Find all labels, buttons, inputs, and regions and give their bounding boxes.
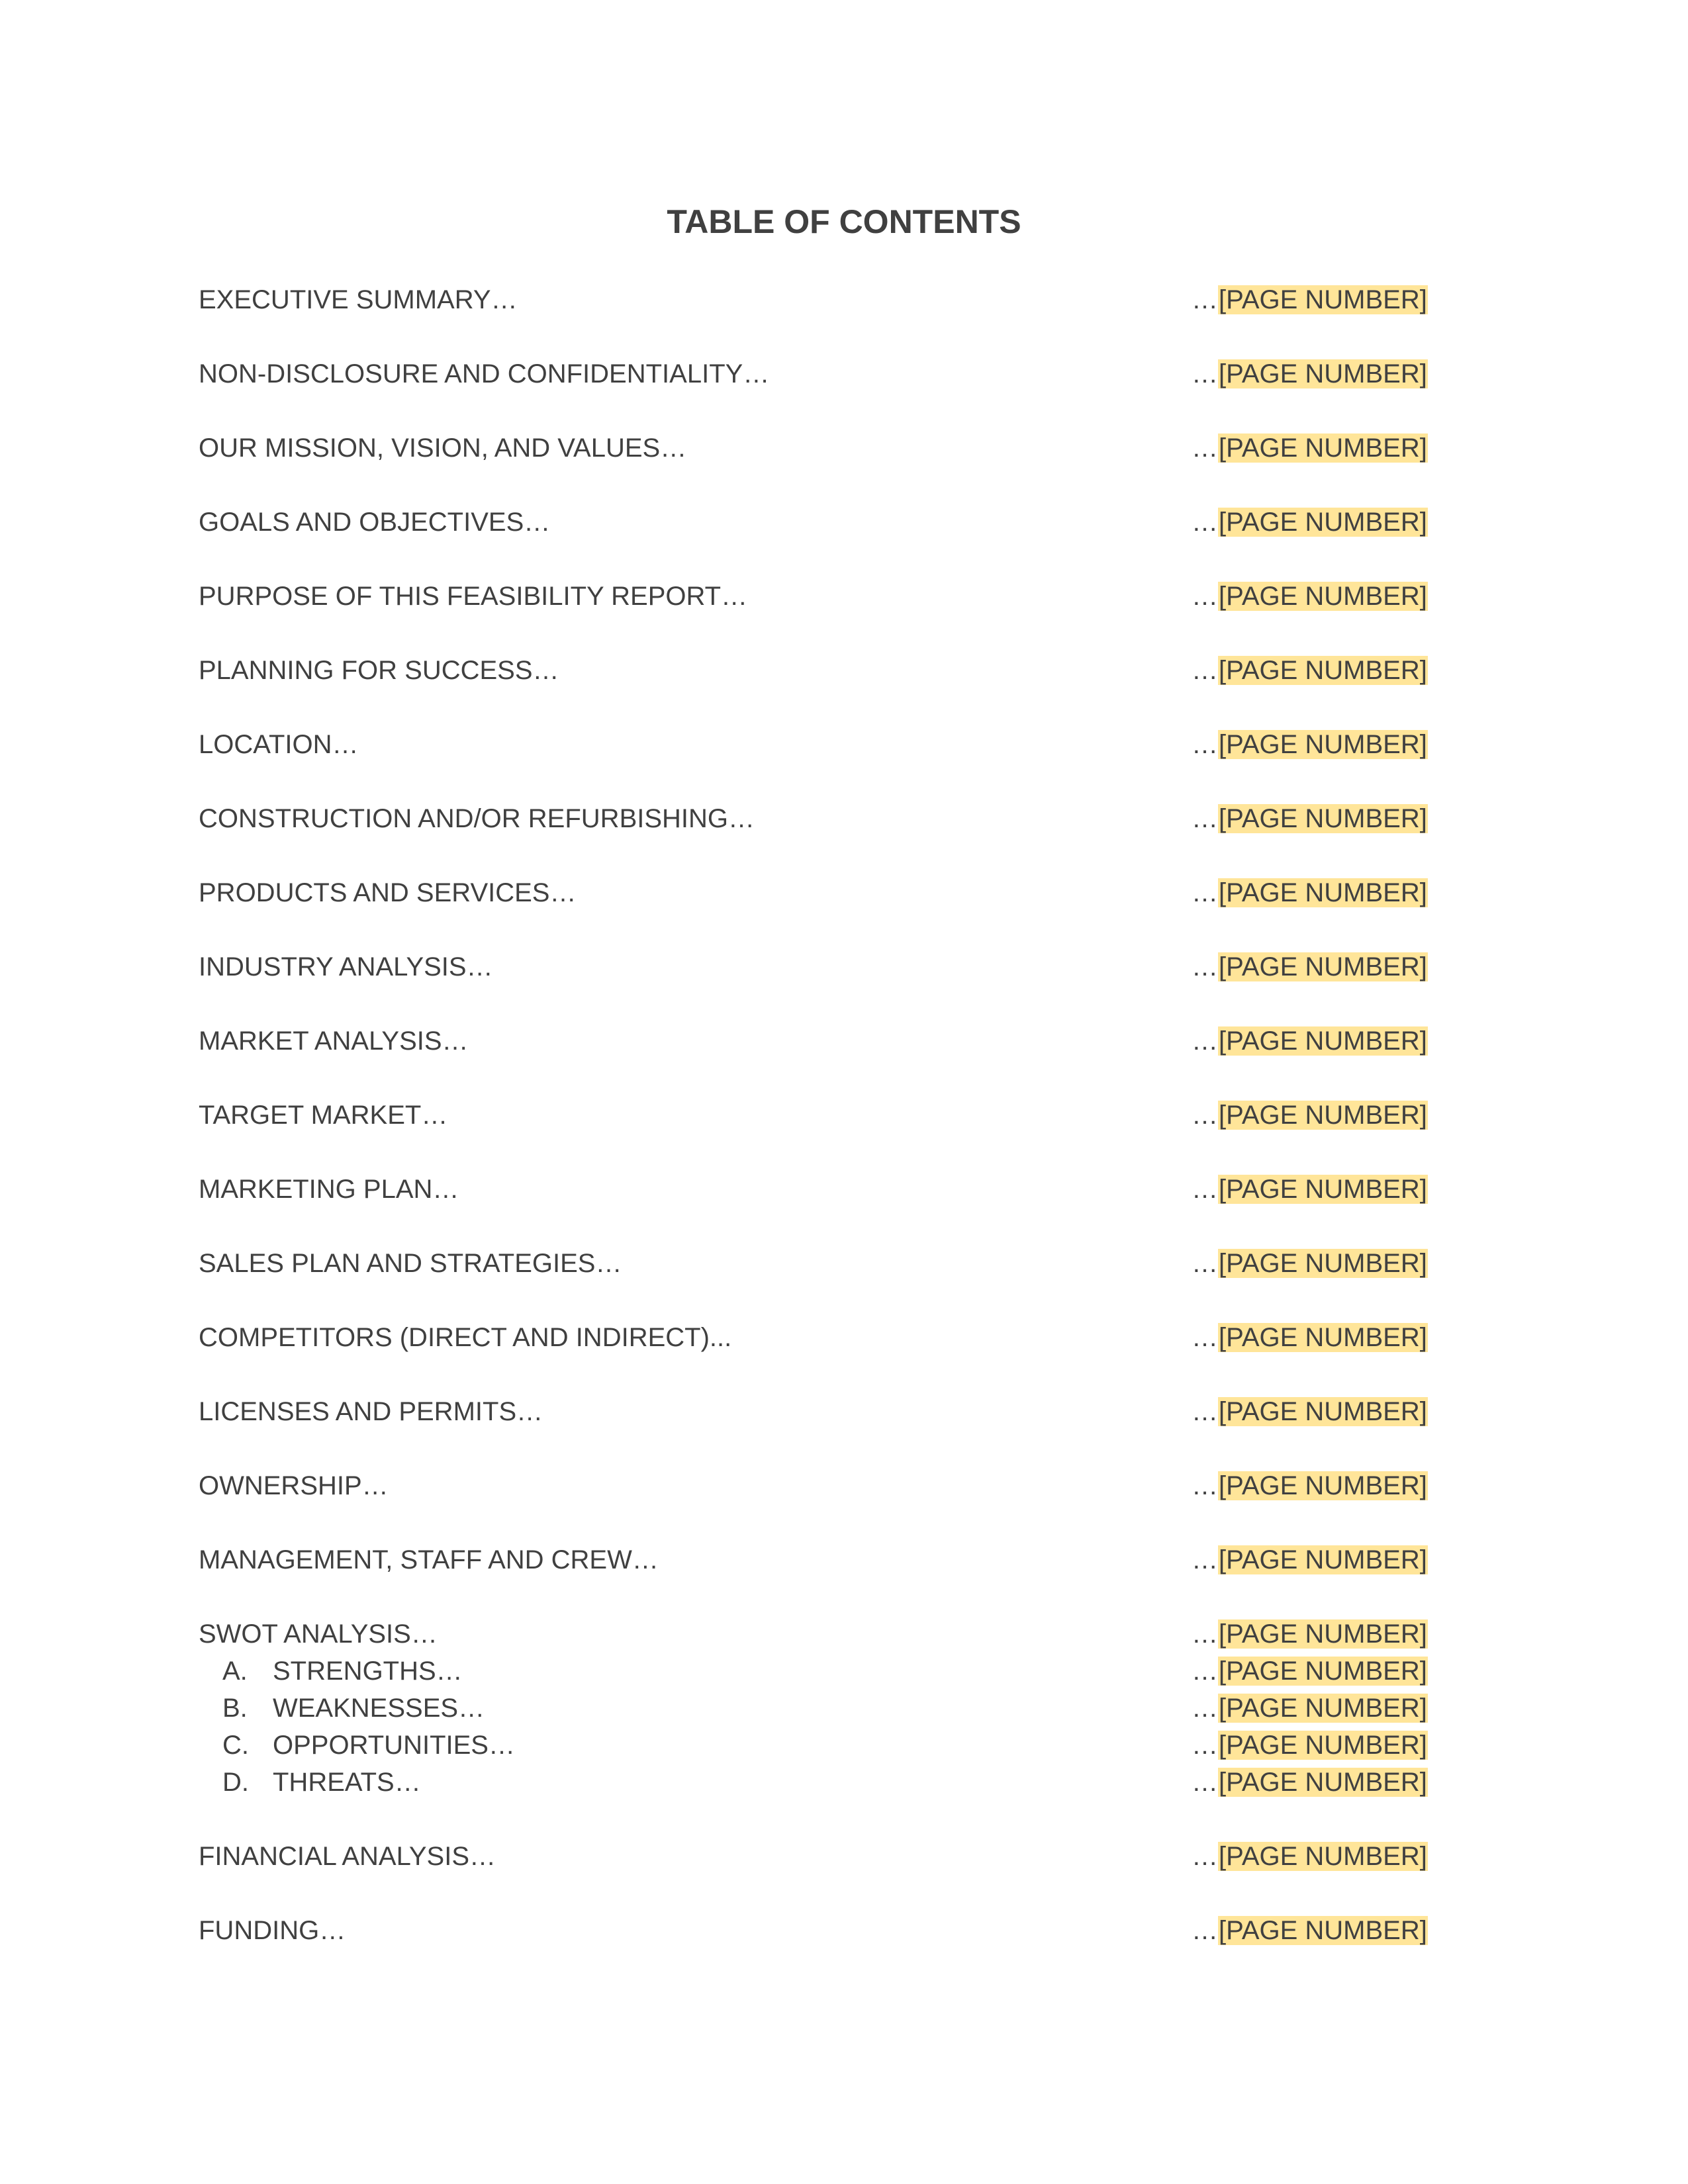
toc-entry-management	[199, 1541, 1427, 1579]
toc-leader-dots: …	[1192, 1545, 1218, 1574]
page-title: TABLE OF CONTENTS	[667, 203, 1021, 240]
page-number-placeholder: [PAGE NUMBER]	[1219, 1657, 1427, 1686]
page-number-placeholder: [PAGE NUMBER]	[1219, 1471, 1427, 1500]
toc-page-ref	[1192, 1763, 1428, 1801]
toc-page-ref	[1192, 503, 1428, 541]
toc-page-ref	[1192, 1318, 1428, 1357]
toc-leader-dots: …	[1192, 359, 1218, 388]
toc-entry-funding	[199, 1911, 1427, 1950]
toc-page-ref	[1192, 1837, 1428, 1876]
page-number-placeholder: [PAGE NUMBER]	[1219, 1916, 1427, 1945]
page-number-placeholder: [PAGE NUMBER]	[1219, 1101, 1427, 1130]
page-number-placeholder: [PAGE NUMBER]	[1219, 804, 1427, 833]
toc-entry-label: OWNERSHIP…	[199, 1471, 389, 1500]
toc-entry-label: OPPORTUNITIES…	[273, 1731, 515, 1760]
toc-leader-dots: …	[1192, 1916, 1218, 1945]
toc-leader-dots: …	[1192, 1101, 1218, 1130]
page-number-placeholder: [PAGE NUMBER]	[1219, 1694, 1427, 1723]
page-number-placeholder: [PAGE NUMBER]	[1219, 1731, 1427, 1760]
toc-page-ref	[1192, 1244, 1428, 1283]
toc-leader-dots: …	[1192, 433, 1218, 463]
page-number-placeholder: [PAGE NUMBER]	[1219, 878, 1427, 907]
toc-subentry-weaknesses	[199, 1689, 1427, 1727]
toc-entry-label: OUR MISSION, VISION, AND VALUES…	[199, 433, 687, 463]
toc-page-ref	[1192, 1541, 1428, 1579]
toc-entry-label: PLANNING FOR SUCCESS…	[199, 656, 559, 685]
toc-leader-dots: …	[1192, 878, 1218, 907]
toc-leader-dots: …	[1192, 1619, 1218, 1649]
toc-entry-purpose	[199, 577, 1427, 615]
toc-entry-label: STRENGTHS…	[273, 1657, 463, 1686]
toc-page-ref	[1192, 355, 1428, 393]
page-number-placeholder: [PAGE NUMBER]	[1219, 285, 1427, 314]
page-number-placeholder: [PAGE NUMBER]	[1219, 1249, 1427, 1278]
toc-page-ref	[1192, 281, 1428, 319]
page-number-placeholder: [PAGE NUMBER]	[1219, 1545, 1427, 1574]
toc-entry-label: MARKETING PLAN…	[199, 1175, 459, 1204]
toc-entry-label: LOCATION…	[199, 730, 359, 759]
toc-subentry-letter: B.	[222, 1694, 248, 1723]
toc-page-ref	[1192, 1726, 1428, 1764]
toc-entry-goals	[199, 503, 1427, 541]
toc-entry-mission	[199, 429, 1427, 467]
toc-entry-products	[199, 874, 1427, 912]
page-number-placeholder: [PAGE NUMBER]	[1219, 730, 1427, 759]
page-number-placeholder: [PAGE NUMBER]	[1219, 1323, 1427, 1352]
toc-page-ref	[1192, 1911, 1428, 1950]
toc-leader-dots: …	[1192, 1471, 1218, 1500]
toc-subentry-opportunities	[199, 1726, 1427, 1764]
toc-entry-market-analysis	[199, 1022, 1427, 1060]
page-number-placeholder: [PAGE NUMBER]	[1219, 1026, 1427, 1056]
toc-leader-dots: …	[1192, 1842, 1218, 1871]
toc-entry-label: MANAGEMENT, STAFF AND CREW…	[199, 1545, 659, 1574]
page-number-placeholder: [PAGE NUMBER]	[1219, 433, 1427, 463]
toc-page-ref	[1192, 429, 1428, 467]
toc-subentry-letter: C.	[222, 1731, 249, 1760]
toc-entry-location	[199, 725, 1427, 764]
page-number-placeholder: [PAGE NUMBER]	[1219, 1842, 1427, 1871]
toc-leader-dots: …	[1192, 730, 1218, 759]
toc-page-ref	[1192, 799, 1428, 838]
toc-entry-swot-analysis	[199, 1615, 1427, 1653]
page-number-placeholder: [PAGE NUMBER]	[1219, 1175, 1427, 1204]
toc-entry-sales-plan	[199, 1244, 1427, 1283]
toc-leader-dots: …	[1192, 1657, 1218, 1686]
toc-entry-label: NON-DISCLOSURE AND CONFIDENTIALITY…	[199, 359, 770, 388]
toc-entry-ownership	[199, 1467, 1427, 1505]
toc-leader-dots: …	[1192, 656, 1218, 685]
toc-page-ref	[1192, 1615, 1428, 1653]
toc-subentry-strengths	[199, 1652, 1427, 1690]
toc-leader-dots: …	[1192, 1323, 1218, 1352]
toc-entry-label: SWOT ANALYSIS…	[199, 1619, 438, 1649]
toc-leader-dots: …	[1192, 1175, 1218, 1204]
toc-entry-label: PRODUCTS AND SERVICES…	[199, 878, 577, 907]
toc-page-ref	[1192, 1467, 1428, 1505]
toc-leader-dots: …	[1192, 1731, 1218, 1760]
toc-leader-dots: …	[1192, 1768, 1218, 1797]
toc-entry-label: FINANCIAL ANALYSIS…	[199, 1842, 496, 1871]
toc-leader-dots: …	[1192, 1026, 1218, 1056]
page-number-placeholder: [PAGE NUMBER]	[1219, 1397, 1427, 1426]
toc-entry-label: PURPOSE OF THIS FEASIBILITY REPORT…	[199, 582, 748, 611]
toc-entry-executive-summary	[199, 281, 1427, 319]
toc-page-ref	[1192, 577, 1428, 615]
page-number-placeholder: [PAGE NUMBER]	[1219, 582, 1427, 611]
toc-page-ref	[1192, 1170, 1428, 1208]
toc-subentry-threats	[199, 1763, 1427, 1801]
toc-entry-construction	[199, 799, 1427, 838]
toc-entry-label: COMPETITORS (DIRECT AND INDIRECT)...	[199, 1323, 732, 1352]
toc-subentry-letter: D.	[222, 1768, 249, 1797]
toc-entry-licenses	[199, 1392, 1427, 1431]
toc-leader-dots: …	[1192, 1249, 1218, 1278]
toc-entry-label: LICENSES AND PERMITS…	[199, 1397, 543, 1426]
toc-subentry-letter: A.	[222, 1657, 248, 1686]
toc-leader-dots: …	[1192, 1694, 1218, 1723]
toc-page-ref	[1192, 725, 1428, 764]
toc-entry-label: CONSTRUCTION AND/OR REFURBISHING…	[199, 804, 755, 833]
toc-entry-marketing-plan	[199, 1170, 1427, 1208]
toc-leader-dots: …	[1192, 582, 1218, 611]
toc-page-ref	[1192, 874, 1428, 912]
page-number-placeholder: [PAGE NUMBER]	[1219, 1768, 1427, 1797]
page-number-placeholder: [PAGE NUMBER]	[1219, 1619, 1427, 1649]
toc-entry-label: THREATS…	[273, 1768, 421, 1797]
page-number-placeholder: [PAGE NUMBER]	[1219, 952, 1427, 981]
toc-page-ref	[1192, 1022, 1428, 1060]
page-number-placeholder: [PAGE NUMBER]	[1219, 508, 1427, 537]
toc-entry-label: WEAKNESSES…	[273, 1694, 485, 1723]
toc-entry-financial-analysis	[199, 1837, 1427, 1876]
toc-entry-label: FUNDING…	[199, 1916, 346, 1945]
toc-entry-non-disclosure	[199, 355, 1427, 393]
toc-entry-label: EXECUTIVE SUMMARY…	[199, 285, 518, 314]
toc-entry-label: GOALS AND OBJECTIVES…	[199, 508, 551, 537]
toc-page-ref	[1192, 1096, 1428, 1134]
toc-entry-label: SALES PLAN AND STRATEGIES…	[199, 1249, 622, 1278]
toc-leader-dots: …	[1192, 285, 1218, 314]
page-number-placeholder: [PAGE NUMBER]	[1219, 359, 1427, 388]
toc-leader-dots: …	[1192, 804, 1218, 833]
toc-entry-target-market	[199, 1096, 1427, 1134]
toc-page-ref	[1192, 948, 1428, 986]
toc-page-ref	[1192, 651, 1428, 690]
toc-leader-dots: …	[1192, 508, 1218, 537]
toc-page-ref	[1192, 1652, 1428, 1690]
toc-leader-dots: …	[1192, 1397, 1218, 1426]
toc-leader-dots: …	[1192, 952, 1218, 981]
toc-entry-label: MARKET ANALYSIS…	[199, 1026, 469, 1056]
toc-entry-planning	[199, 651, 1427, 690]
toc-entry-industry-analysis	[199, 948, 1427, 986]
toc-entry-competitors	[199, 1318, 1427, 1357]
page-number-placeholder: [PAGE NUMBER]	[1219, 656, 1427, 685]
toc-entry-label: TARGET MARKET…	[199, 1101, 448, 1130]
toc-page-ref	[1192, 1392, 1428, 1431]
toc-page-ref	[1192, 1689, 1428, 1727]
toc-entry-label: INDUSTRY ANALYSIS…	[199, 952, 493, 981]
